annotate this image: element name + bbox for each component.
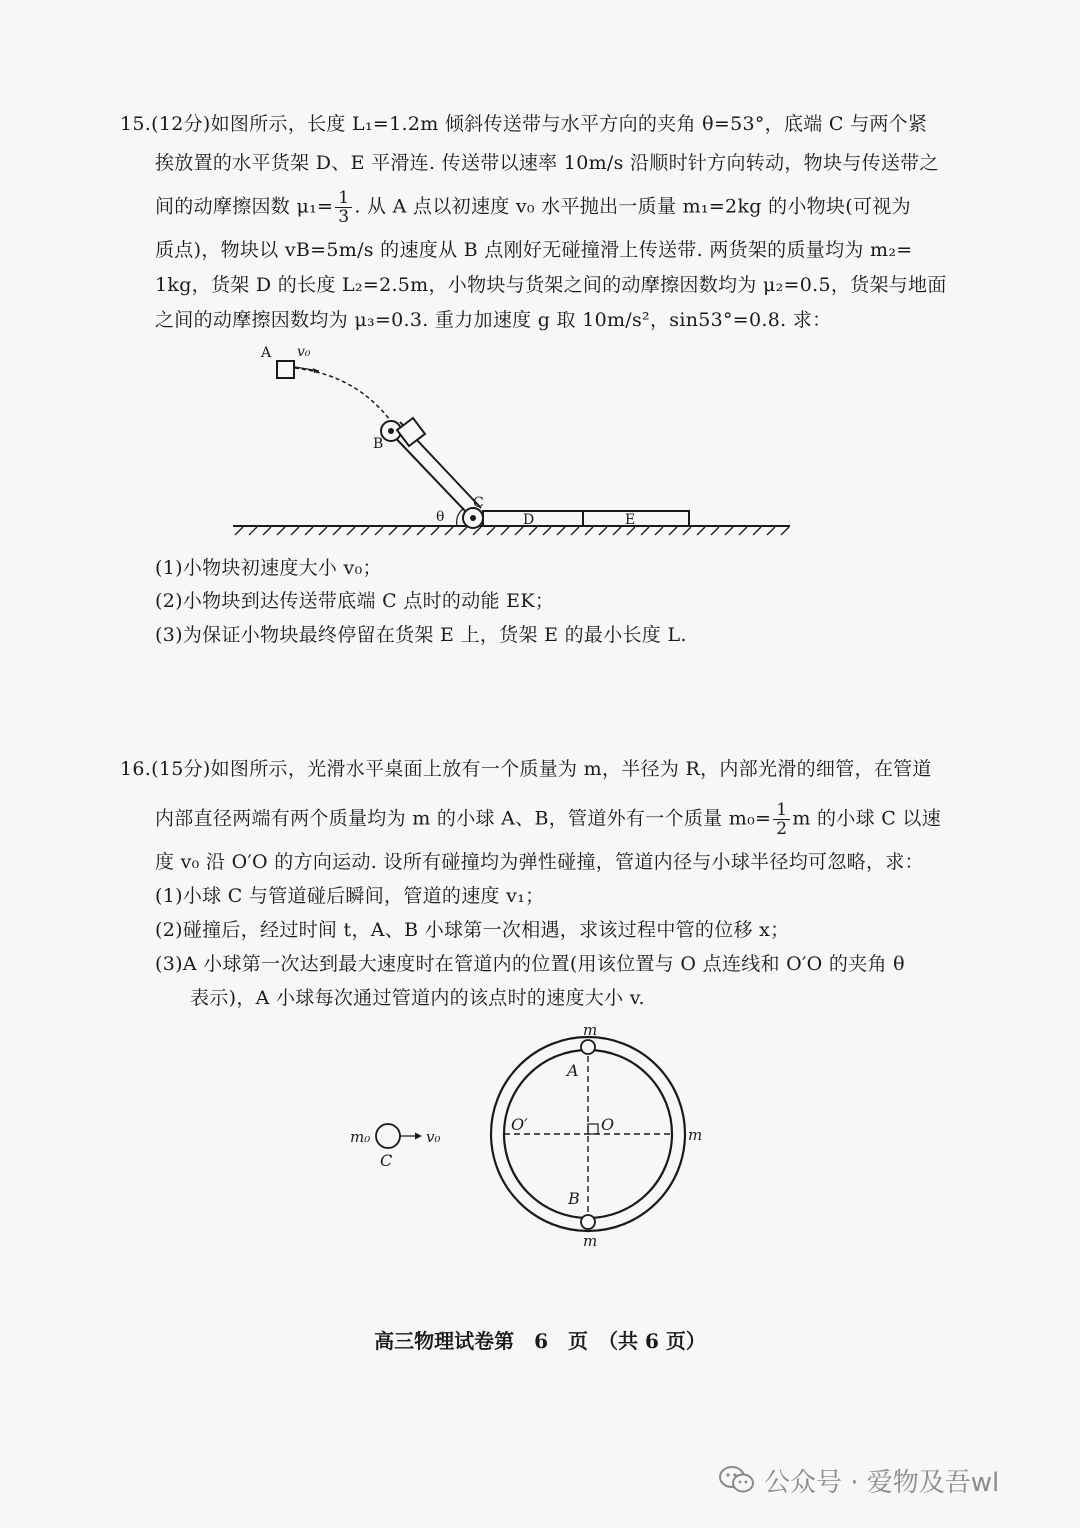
label-v0: v₀ bbox=[297, 344, 311, 360]
page-footer: 高三物理试卷第 6 页 （共 6 页） bbox=[374, 1329, 706, 1353]
q16-sub-2: (2)碰撞后，经过时间 t，A、B 小球第一次相遇，求该过程中管的位移 x； bbox=[155, 919, 790, 941]
q15-sub-1: (1)小物块初速度大小 v₀； bbox=[155, 557, 382, 579]
ball-a bbox=[581, 1040, 595, 1054]
label-o: O bbox=[601, 1115, 615, 1134]
label-b: B bbox=[373, 436, 384, 452]
q15-sub-2: (2)小物块到达传送带底端 C 点时的动能 EK； bbox=[155, 590, 555, 612]
right-angle-mark bbox=[588, 1124, 598, 1134]
label-c: C bbox=[380, 1151, 393, 1170]
label-theta: θ bbox=[436, 509, 445, 525]
label-c: C bbox=[473, 495, 484, 511]
q16-sub-3-cont: 表示)，A 小球每次通过管道内的该点时的速度大小 v. bbox=[190, 987, 645, 1009]
shelf-e bbox=[583, 511, 689, 526]
q15-line-3 bbox=[155, 189, 911, 226]
label-o-prime: O′ bbox=[511, 1115, 528, 1134]
label-m-bottom: m bbox=[583, 1232, 598, 1250]
fraction-numerator: 1 bbox=[335, 189, 352, 208]
label-m-top: m bbox=[583, 1021, 598, 1039]
q15-line-3-a: 间的动摩擦因数 μ₁= bbox=[155, 195, 334, 218]
q15-figure-conveyor bbox=[225, 335, 805, 545]
q16-figure-ring bbox=[340, 1018, 710, 1253]
belt-edge-left bbox=[386, 428, 467, 513]
pulley-bottom-axle bbox=[470, 515, 476, 521]
fraction-denominator: 3 bbox=[338, 207, 350, 227]
watermark-text: 公众号 · 爱物及吾wl bbox=[764, 1468, 1000, 1498]
q16-line-2-b: m 的小球 C 以速 bbox=[792, 807, 942, 830]
arrow-head bbox=[415, 1133, 422, 1140]
q16-line-1: 16.(15分)如图所示，光滑水平桌面上放有一个质量为 m，半径为 R，内部光滑的细管，在管道 bbox=[120, 758, 932, 780]
q15-line-4: 质点)，物块以 vB=5m/s 的速度从 B 点刚好无碰撞滑上传送带. 两货架的质量均为 m₂= bbox=[155, 239, 913, 261]
q16-line-2 bbox=[155, 801, 941, 838]
ball-c bbox=[376, 1124, 400, 1148]
ball-b bbox=[581, 1215, 595, 1229]
label-m0: m₀ bbox=[350, 1128, 371, 1146]
trajectory-dashed bbox=[295, 368, 390, 420]
fraction-numerator: 1 bbox=[773, 801, 790, 820]
wechat-icon bbox=[718, 1465, 756, 1502]
q15-line-1: 15.(12分)如图所示，长度 L₁=1.2m 倾斜传送带与水平方向的夹角 θ=53°，底端 C 与两个紧 bbox=[120, 113, 928, 135]
pulley-top-axle bbox=[388, 428, 394, 434]
label-v0: v₀ bbox=[426, 1128, 441, 1146]
label-e: E bbox=[625, 512, 636, 528]
q16-line-2-a: 内部直径两端有两个质量均为 m 的小球 A、B，管道外有一个质量 m₀= bbox=[155, 807, 772, 830]
q16-line-3: 度 v₀ 沿 O′O 的方向运动. 设所有碰撞均为弹性碰撞，管道内径与小球半径均可忽略，求： bbox=[155, 851, 924, 873]
watermark bbox=[718, 1462, 999, 1502]
label-a: A bbox=[567, 1061, 579, 1080]
q15-line-6: 之间的动摩擦因数均为 μ₃=0.3. 重力加速度 g 取 10m/s²，sin53°=0.8. 求： bbox=[155, 309, 832, 331]
q16-sub-1: (1)小球 C 与管道碰后瞬间，管道的速度 v₁； bbox=[155, 885, 545, 907]
fraction-denominator: 2 bbox=[776, 819, 788, 839]
label-a: A bbox=[261, 345, 272, 361]
fraction-one-third bbox=[335, 189, 352, 226]
label-b: B bbox=[568, 1189, 580, 1208]
block-a bbox=[277, 361, 294, 378]
q16-sub-3: (3)A 小球第一次达到最大速度时在管道内的位置(用该位置与 O 点连线和 O′O 的夹角 θ bbox=[155, 953, 905, 975]
label-d: D bbox=[523, 512, 535, 528]
q15-sub-3: (3)为保证小物块最终停留在货架 E 上，货架 E 的最小长度 L. bbox=[155, 624, 687, 646]
label-m-right: m bbox=[688, 1126, 703, 1144]
q15-line-2: 挨放置的水平货架 D、E 平滑连. 传送带以速率 10m/s 沿顺时针方向转动，物块与传送带之 bbox=[155, 152, 939, 174]
ground-hatching bbox=[235, 527, 789, 535]
q15-line-5: 1kg，货架 D 的长度 L₂=2.5m，小物块与货架之间的动摩擦因数均为 μ₂=0.5，货架与地面 bbox=[155, 274, 947, 296]
q15-line-3-b: . 从 A 点以初速度 v₀ 水平抛出一质量 m₁=2kg 的小物块(可视为 bbox=[354, 195, 911, 218]
fraction-one-half bbox=[773, 801, 790, 838]
